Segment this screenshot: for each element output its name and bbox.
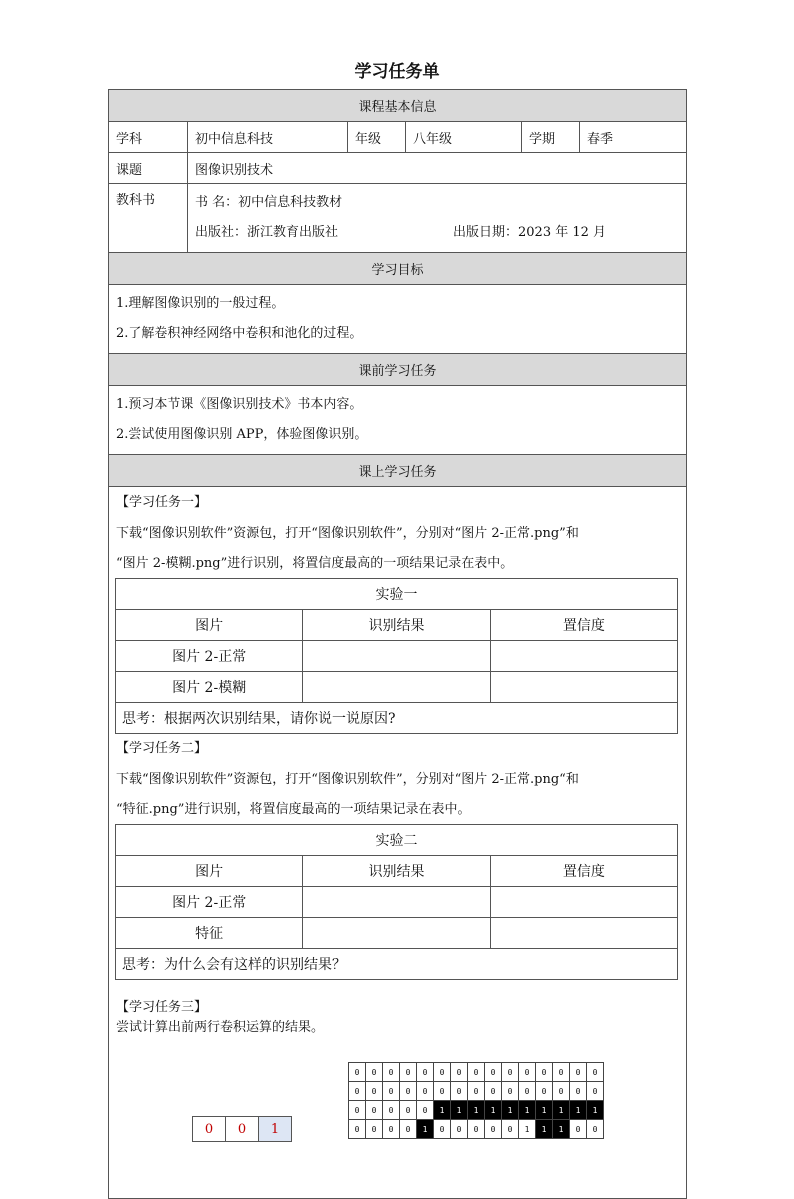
matrix-cell: 1 bbox=[485, 1101, 502, 1120]
matrix-cell: 0 bbox=[570, 1063, 587, 1082]
matrix-cell: 0 bbox=[587, 1082, 604, 1101]
subject-label: 学科 bbox=[109, 122, 188, 153]
confidence-input-cell[interactable] bbox=[490, 887, 677, 918]
matrix-cell: 0 bbox=[383, 1063, 400, 1082]
pre-task-item: 1.预习本节课《图像识别技术》书本内容。 bbox=[116, 397, 363, 412]
matrix-cell: 0 bbox=[536, 1063, 553, 1082]
experiment2-table bbox=[115, 824, 678, 980]
matrix-cell: 1 bbox=[553, 1101, 570, 1120]
matrix-row bbox=[349, 1063, 604, 1082]
row-image-name: 图片 2-正常 bbox=[116, 641, 303, 672]
grade-label: 年级 bbox=[348, 122, 406, 153]
matrix-cell: 0 bbox=[485, 1082, 502, 1101]
in-class-tasks-header: 课上学习任务 bbox=[109, 455, 687, 487]
matrix-cell: 0 bbox=[434, 1082, 451, 1101]
goal-item: 1.理解图像识别的一般过程。 bbox=[116, 296, 285, 311]
matrix-cell: 1 bbox=[570, 1101, 587, 1120]
matrix-cell: 0 bbox=[349, 1063, 366, 1082]
convolution-kernel bbox=[192, 1116, 292, 1142]
matrix-cell: 0 bbox=[570, 1082, 587, 1101]
matrix-cell: 0 bbox=[468, 1082, 485, 1101]
term-label: 学期 bbox=[522, 122, 580, 153]
matrix-cell: 0 bbox=[553, 1082, 570, 1101]
grade-value: 八年级 bbox=[406, 122, 522, 153]
matrix-cell: 0 bbox=[349, 1120, 366, 1139]
task3-description: 尝试计算出前两行卷积运算的结果。 bbox=[116, 1020, 325, 1035]
col-header-image: 图片 bbox=[116, 856, 303, 887]
kernel-cell: 1 bbox=[259, 1117, 292, 1142]
matrix-cell: 1 bbox=[519, 1120, 536, 1139]
matrix-cell: 0 bbox=[502, 1120, 519, 1139]
matrix-cell: 1 bbox=[468, 1101, 485, 1120]
matrix-cell: 0 bbox=[400, 1120, 417, 1139]
matrix-row bbox=[349, 1101, 604, 1120]
pixel-matrix bbox=[348, 1062, 604, 1139]
matrix-cell: 0 bbox=[553, 1063, 570, 1082]
in-class-tasks-content bbox=[109, 487, 687, 1199]
matrix-cell: 1 bbox=[587, 1101, 604, 1120]
matrix-cell: 0 bbox=[451, 1082, 468, 1101]
matrix-cell: 0 bbox=[587, 1063, 604, 1082]
matrix-cell: 0 bbox=[349, 1082, 366, 1101]
topic-value: 图像识别技术 bbox=[188, 153, 687, 184]
task-sheet-table bbox=[108, 89, 687, 1199]
matrix-cell: 1 bbox=[536, 1101, 553, 1120]
matrix-cell: 0 bbox=[468, 1063, 485, 1082]
matrix-cell: 0 bbox=[570, 1120, 587, 1139]
matrix-cell: 0 bbox=[366, 1063, 383, 1082]
matrix-cell: 0 bbox=[417, 1082, 434, 1101]
experiment2-title: 实验二 bbox=[116, 825, 678, 856]
matrix-cell: 0 bbox=[519, 1082, 536, 1101]
topic-label: 课题 bbox=[109, 153, 188, 184]
textbook-label: 教科书 bbox=[109, 184, 188, 253]
matrix-cell: 0 bbox=[349, 1101, 366, 1120]
matrix-cell: 1 bbox=[434, 1101, 451, 1120]
pre-class-tasks-header: 课前学习任务 bbox=[109, 354, 687, 386]
matrix-cell: 0 bbox=[468, 1120, 485, 1139]
experiment2-think-question: 思考：为什么会有这样的识别结果？ bbox=[116, 949, 678, 980]
matrix-cell: 1 bbox=[553, 1120, 570, 1139]
matrix-cell: 0 bbox=[502, 1082, 519, 1101]
matrix-cell: 0 bbox=[383, 1120, 400, 1139]
document-title: 学习任务单 bbox=[354, 62, 440, 82]
col-header-image: 图片 bbox=[116, 610, 303, 641]
kernel-cell: 0 bbox=[226, 1117, 259, 1142]
term-value: 春季 bbox=[580, 122, 687, 153]
matrix-cell: 0 bbox=[519, 1063, 536, 1082]
result-input-cell[interactable] bbox=[303, 918, 490, 949]
experiment1-think-question: 思考：根据两次识别结果，请你说一说原因? bbox=[116, 703, 678, 734]
matrix-cell: 0 bbox=[366, 1101, 383, 1120]
matrix-row bbox=[349, 1120, 604, 1139]
task3-area bbox=[116, 1018, 679, 1198]
matrix-cell: 0 bbox=[400, 1082, 417, 1101]
experiment1-table bbox=[115, 578, 678, 734]
col-header-result: 识别结果 bbox=[303, 856, 490, 887]
publish-date: 出版日期：2023 年 12 月 bbox=[453, 225, 607, 240]
experiment1-title: 实验一 bbox=[116, 579, 678, 610]
row-image-name: 图片 2-正常 bbox=[116, 887, 303, 918]
task1-instruction-line2: “图片 2-模糊.png”进行识别，将置信度最高的一项结果记录在表中。 bbox=[116, 556, 514, 571]
task1-instruction-line1: 下载“图像识别软件”资源包，打开“图像识别软件”，分别对“图片 2-正常.png”和 bbox=[116, 526, 579, 541]
matrix-cell: 0 bbox=[366, 1120, 383, 1139]
col-header-result: 识别结果 bbox=[303, 610, 490, 641]
matrix-cell: 0 bbox=[434, 1120, 451, 1139]
goal-item: 2.了解卷积神经网络中卷积和池化的过程。 bbox=[116, 326, 363, 341]
matrix-cell: 1 bbox=[417, 1120, 434, 1139]
pre-class-tasks-content bbox=[109, 386, 687, 455]
matrix-cell: 1 bbox=[519, 1101, 536, 1120]
matrix-cell: 0 bbox=[366, 1082, 383, 1101]
learning-goals-content bbox=[109, 285, 687, 354]
row-image-name: 图片 2-模糊 bbox=[116, 672, 303, 703]
task3-label: 【学习任务三】 bbox=[116, 1000, 208, 1015]
matrix-cell: 1 bbox=[451, 1101, 468, 1120]
publisher: 出版社：浙江教育出版社 bbox=[195, 225, 339, 240]
result-input-cell[interactable] bbox=[303, 672, 490, 703]
result-input-cell[interactable] bbox=[303, 887, 490, 918]
matrix-cell: 0 bbox=[451, 1063, 468, 1082]
task2-instruction-line1: 下载“图像识别软件”资源包，打开“图像识别软件”，分别对“图片 2-正常.png“和 bbox=[116, 772, 579, 787]
matrix-cell: 0 bbox=[536, 1082, 553, 1101]
kernel-cell: 0 bbox=[193, 1117, 226, 1142]
book-name: 书 名：初中信息科技教材 bbox=[195, 195, 343, 210]
matrix-cell: 0 bbox=[587, 1120, 604, 1139]
col-header-confidence: 置信度 bbox=[490, 856, 677, 887]
matrix-cell: 0 bbox=[502, 1063, 519, 1082]
matrix-cell: 0 bbox=[485, 1120, 502, 1139]
basic-info-header: 课程基本信息 bbox=[109, 90, 687, 122]
confidence-input-cell[interactable] bbox=[490, 672, 677, 703]
row-image-name: 特征 bbox=[116, 918, 303, 949]
matrix-cell: 0 bbox=[485, 1063, 502, 1082]
confidence-input-cell[interactable] bbox=[490, 641, 677, 672]
matrix-cell: 0 bbox=[383, 1082, 400, 1101]
result-input-cell[interactable] bbox=[303, 641, 490, 672]
textbook-info bbox=[188, 184, 687, 253]
matrix-row bbox=[349, 1082, 604, 1101]
publisher-row bbox=[195, 218, 679, 248]
learning-goals-header: 学习目标 bbox=[109, 253, 687, 285]
matrix-cell: 0 bbox=[400, 1063, 417, 1082]
matrix-cell: 0 bbox=[451, 1120, 468, 1139]
matrix-cell: 0 bbox=[400, 1101, 417, 1120]
task2-label: 【学习任务二】 bbox=[116, 741, 208, 756]
matrix-cell: 0 bbox=[434, 1063, 451, 1082]
matrix-cell: 0 bbox=[417, 1063, 434, 1082]
matrix-cell: 1 bbox=[536, 1120, 553, 1139]
task2-instruction-line2: “特征.png”进行识别，将置信度最高的一项结果记录在表中。 bbox=[116, 802, 471, 817]
matrix-cell: 0 bbox=[383, 1101, 400, 1120]
pre-task-item: 2.尝试使用图像识别 APP，体验图像识别。 bbox=[116, 427, 368, 442]
subject-value: 初中信息科技 bbox=[188, 122, 348, 153]
col-header-confidence: 置信度 bbox=[490, 610, 677, 641]
confidence-input-cell[interactable] bbox=[490, 918, 677, 949]
matrix-cell: 1 bbox=[502, 1101, 519, 1120]
task1-label: 【学习任务一】 bbox=[116, 495, 208, 510]
matrix-cell: 0 bbox=[417, 1101, 434, 1120]
